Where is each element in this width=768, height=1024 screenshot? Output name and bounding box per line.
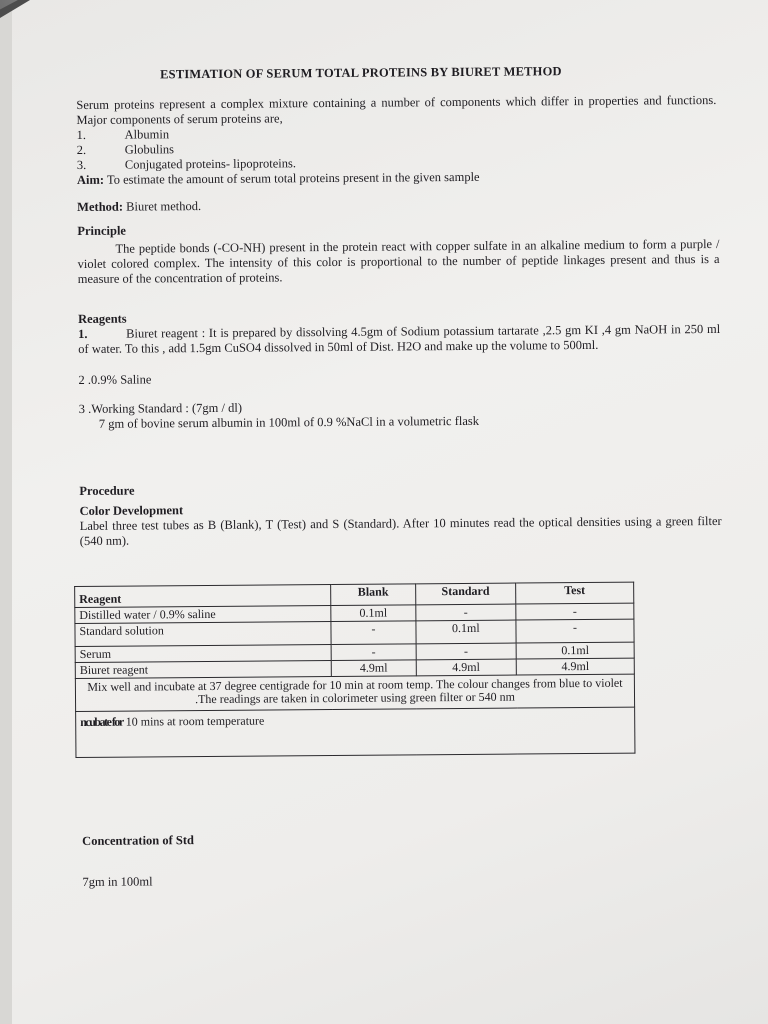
list-item: 1. Albumin bbox=[76, 127, 170, 142]
reagent-3: 3 .Working Standard : (7gm / dl) bbox=[78, 400, 243, 416]
concentration-section bbox=[82, 833, 194, 890]
procedure-section bbox=[79, 479, 721, 549]
intro-paragraph: Serum proteins represent a complex mixture containing a number of components which differ in properties and functions. Major components of serum proteins are, bbox=[76, 92, 717, 127]
header-test: Test bbox=[516, 582, 634, 604]
concentration-value: 7gm in 100ml bbox=[82, 874, 153, 889]
intro-section bbox=[76, 93, 717, 188]
table-row: Biuret reagent 4.9ml 4.9ml 4.9ml bbox=[75, 658, 634, 678]
page-edge bbox=[0, 0, 12, 1024]
overlap-row bbox=[76, 707, 635, 757]
reagent-1: 1. Biuret reagent : It is prepared by dissolving 4.5gm of Sodium potassium tartarate ,2.5 gm KI ,4 gm NaOH in 250 ml of water. To this , add 1.5gm CuSO4 dissolved in 50ml of Dist. H2O and make up the volume to 500ml. bbox=[78, 321, 721, 356]
header-blank: Blank bbox=[331, 584, 416, 606]
mix-note: Mix well and incubate at 37 degree centigrade for 10 min at room temp. The colour changes from blue to violet .The readings are taken in colorimeter using green filter or 540 nm bbox=[75, 674, 634, 711]
procedure-text: Label three test tubes as B (Blank), T (Test) and S (Standard). After 10 minutes read the optical densities using a green filter (540 nm). bbox=[79, 513, 722, 548]
list-item: 2. Globulins bbox=[76, 142, 175, 157]
reagent-2: 2 .0.9% Saline bbox=[78, 372, 152, 387]
reagent-3-detail: 7 gm of bovine serum albumin in 100ml of 0.9 %NaCl in a volumetric flask bbox=[98, 413, 480, 431]
overprinted-text: ncubate for bbox=[80, 714, 123, 729]
incubation-note: 10 mins at room temperature bbox=[125, 713, 265, 729]
aim-line: Aim: To estimate the amount of serum total proteins present in the given sample bbox=[76, 169, 480, 187]
concentration-heading: Concentration of Std bbox=[82, 833, 194, 848]
principle-text: The peptide bonds (-CO-NH) present in the protein react with copper sulfate in an alkaline medium to form a purple / violet colored complex. The intensity of this color is proportional to the number of peptide linkages present and thus is a measure of the concentration of proteins. bbox=[77, 236, 720, 286]
principle-section bbox=[77, 219, 719, 287]
header-reagent: Reagent bbox=[75, 585, 331, 608]
document-title: ESTIMATION OF SERUM TOTAL PROTEINS BY BIURET METHOD bbox=[160, 64, 562, 82]
list-item: 3. Conjugated proteins- lipoproteins. bbox=[76, 156, 297, 172]
table-row: Standard solution - 0.1ml - bbox=[75, 619, 634, 646]
table-row: Distilled water / 0.9% saline 0.1ml - - bbox=[75, 603, 634, 623]
color-development-heading: Color Development bbox=[79, 503, 184, 518]
method-line: Method: Biuret method. bbox=[77, 199, 202, 214]
document-content bbox=[76, 55, 722, 889]
table-row: Serum - - 0.1ml bbox=[75, 642, 634, 662]
procedure-table bbox=[74, 582, 635, 758]
principle-heading: Principle bbox=[77, 223, 127, 238]
procedure-heading: Procedure bbox=[79, 483, 135, 498]
reagents-heading: Reagents bbox=[77, 311, 127, 326]
mix-note-row bbox=[75, 674, 634, 711]
reagents-section bbox=[78, 307, 721, 432]
header-standard: Standard bbox=[415, 583, 516, 605]
